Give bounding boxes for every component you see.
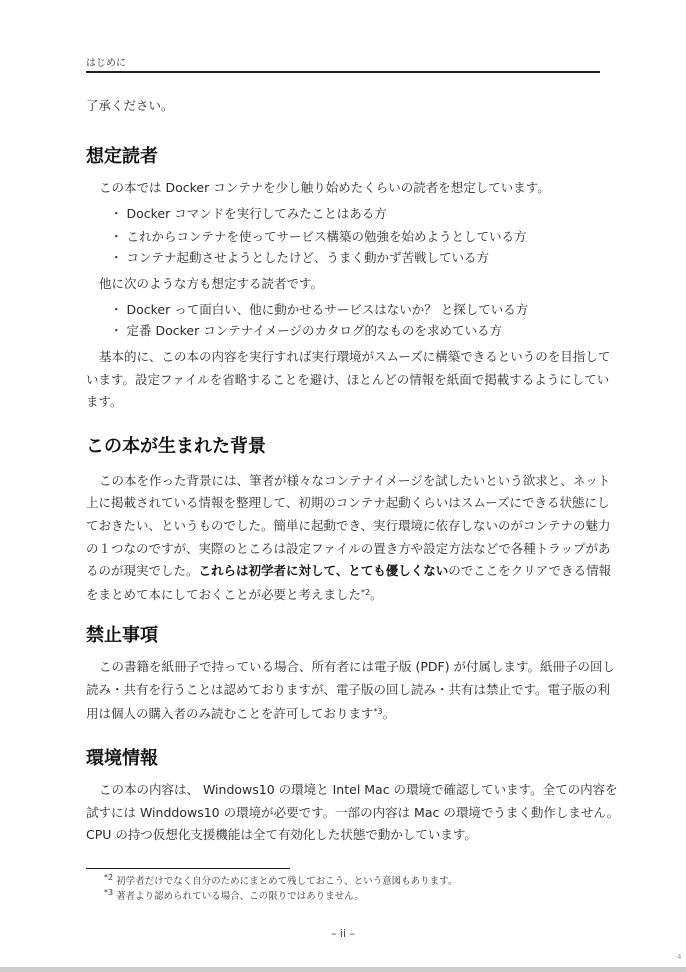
intro-tail: 了承ください。 <box>86 98 174 113</box>
page-number: – ii – <box>330 927 356 940</box>
footnote-mark: *3 <box>104 888 114 897</box>
page-separator <box>0 967 686 972</box>
paragraph-line: CPU の持つ仮想化支援機能は全て有効化した状態で動かしています。 <box>86 827 477 842</box>
list-item: ・ 定番 Docker コンテナイメージのカタログ的なものを求めている方 <box>110 323 502 338</box>
paragraph-line: 基本的に、この本の内容を実行すれば実行環境がスムーズに構築できるというのを目指して <box>99 349 611 364</box>
footnote-rule <box>86 868 290 869</box>
heading-environment: 環境情報 <box>86 748 158 769</box>
text: 。 <box>382 706 396 721</box>
paragraph-line <box>86 703 395 723</box>
running-header: はじめに <box>86 58 126 69</box>
footnote-text: 著者より認められている場合、この限りではありません。 <box>116 891 364 902</box>
heading-background: この本が生まれた背景 <box>86 436 266 457</box>
list-item: ・ コンテナ起動させようとしたけど、うまく動かず苦戦している方 <box>110 250 489 265</box>
paragraph-line: ておきたい、というものでした。簡単に起動でき、実行環境に依存しないのがコンテナの魅力 <box>86 518 611 533</box>
text: るのが現実でした。 <box>86 563 199 578</box>
heading-readers: 想定読者 <box>86 146 158 167</box>
text: のでここをクリアできる情報 <box>448 563 612 578</box>
paragraph-line: この本の内容は、 Windows10 の環境と Intel Mac の環境で確認しています。全ての内容を <box>99 782 618 797</box>
bold-emphasis: これらは初学者に対して、とても優しくない <box>198 563 449 578</box>
footnote <box>104 873 457 887</box>
heading-prohibited: 禁止事項 <box>86 625 158 646</box>
list-item: ・ Docker って面白い、他に動かせるサービスはないか？ と探している方 <box>110 302 529 317</box>
footnote-ref[interactable]: *2 <box>361 588 371 597</box>
list-item: ・ Docker コマンドを実行してみたことはある方 <box>110 206 387 221</box>
paragraph-line: 上に掲載されている情報を整理して、初期のコンテナ起動くらいはスムーズにできる状態にし <box>86 495 610 510</box>
pdf-page-index: 4 <box>677 953 682 961</box>
header-rule <box>86 71 600 73</box>
text: 用は個人の購入者のみ読むことを許可しております <box>86 706 374 721</box>
text: 。 <box>370 587 383 602</box>
text: をまとめて本にしておくことが必要と考えました <box>86 587 362 602</box>
paragraph-line <box>86 562 611 580</box>
footnote-mark: *2 <box>104 873 114 882</box>
list-item: ・ これからコンテナを使ってサービス構築の勉強を始めようとしている方 <box>110 229 527 244</box>
paragraph-line: の１つなのですが、実際のところは設定ファイルの置き方や設定方法などで各種トラップがあ <box>86 541 611 556</box>
paragraph-line: この本を作った背景には、筆者が様々なコンテナイメージを試したいという欲求と、ネット <box>99 473 611 488</box>
paragraph-line: この書籍を紙冊子で持っている場合、所有者には電子版 (PDF) が付属します。紙冊子の回し <box>99 659 616 674</box>
paragraph-line: います。設定ファイルを省略することを避け、ほとんどの情報を紙面で掲載するようにしてい <box>86 372 610 387</box>
paragraph-line: 読み・共有を行うことは認めておりますが、電子版の回し読み・共有は禁止です。電子版の利 <box>86 682 611 697</box>
paragraph-line <box>86 584 383 604</box>
footnote-text: 初学者だけでなく自分のためにまとめて残しておこう、という意図もあります。 <box>116 876 458 887</box>
paragraph-line: 試すには Winddows10 の環境が必要です。一部の内容は Mac の環境でうまく動作しません。 <box>86 805 620 820</box>
paragraph: 他に次のような方も想定する読者です。 <box>99 276 324 291</box>
paragraph-line: ます。 <box>86 394 123 409</box>
paragraph: この本では Docker コンテナを少し触り始めたくらいの読者を想定しています。 <box>99 180 550 195</box>
footnote-ref[interactable]: *3 <box>373 707 383 716</box>
footnote <box>104 888 364 902</box>
